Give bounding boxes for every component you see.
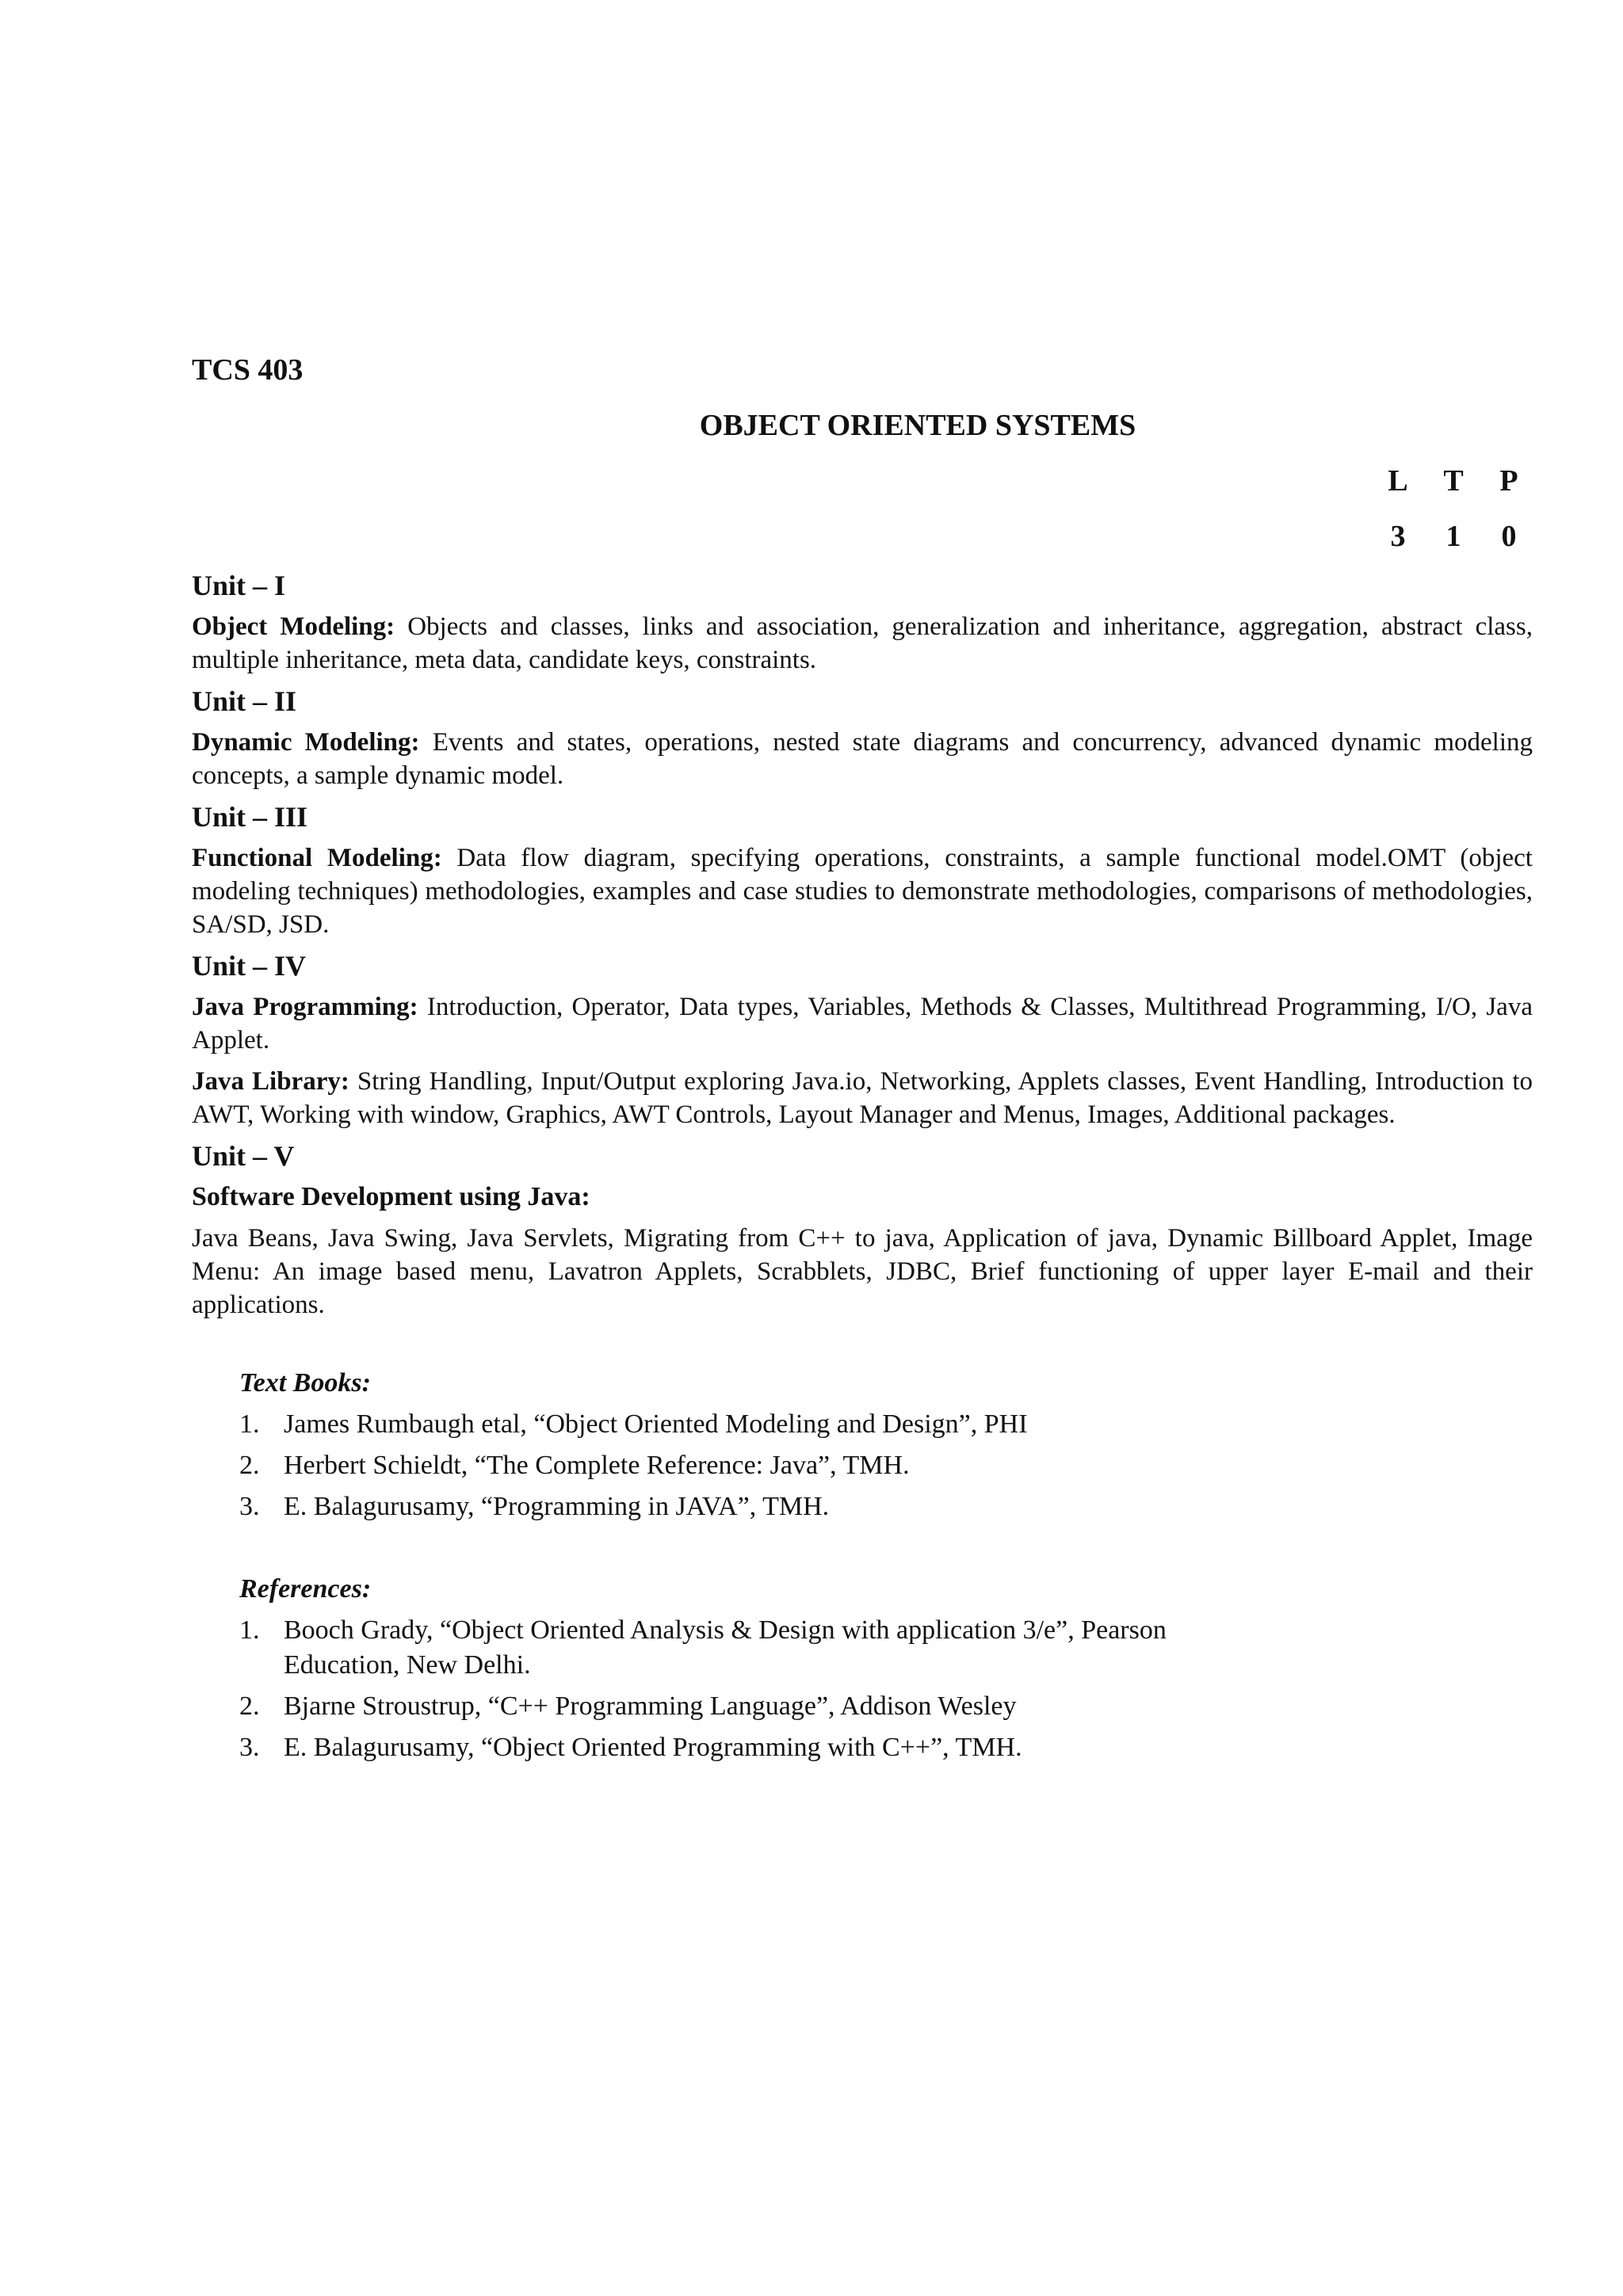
- topic-text: Objects and classes, links and association, generalization and inheritance, aggregation, abstract class, multiple inheritance, meta data, candidate keys, constraints.: [192, 612, 1533, 674]
- list-item: [239, 1689, 1533, 1724]
- unit-5-heading: Unit – V: [192, 1140, 295, 1172]
- list-item: [239, 1448, 1533, 1483]
- topic-text: Java Beans, Java Swing, Java Servlets, Migrating from C++ to java, Application of java, Dynamic Billboard Applet, Image Menu: An image based menu, Lavatron Applets, Scrabblets, JDBC, Brief functioning of upper layer E-mail and their applications.: [192, 1224, 1533, 1319]
- text-books-list: [239, 1407, 1533, 1524]
- units-section: [192, 569, 1533, 1322]
- unit-4-heading: Unit – IV: [192, 950, 307, 982]
- list-number: 1.: [239, 1409, 260, 1439]
- text-books-section: [192, 1366, 1533, 1524]
- list-number: 3.: [239, 1492, 260, 1521]
- list-item: [239, 1613, 1533, 1683]
- reference-citation: Booch Grady, “Object Oriented Analysis & Design with application 3/e”, Pearson Education, New Delhi.: [284, 1615, 1167, 1680]
- ltp-values-row: [1374, 518, 1533, 555]
- ltp-value-p: 0: [1501, 520, 1517, 553]
- ltp-label-p: P: [1499, 464, 1518, 498]
- unit-1-heading: Unit – I: [192, 570, 286, 601]
- ltp-labels-row: [1374, 463, 1533, 499]
- topic-text: String Handling, Input/Output exploring Java.io, Networking, Applets classes, Event Handling, Introduction to AWT, Working with window, Graphics, AWT Controls, Layout Manager and Menus, Images, Additional packages.: [192, 1067, 1533, 1129]
- topic-text: Data flow diagram, specifying operations, constraints, a sample functional model.OMT (object modeling techniques) methodologies, examples and case studies to demonstrate methodologies, comparisons of methodologies, SA/SD, JSD.: [192, 844, 1533, 939]
- unit-4-paragraph-1: [192, 990, 1533, 1057]
- references-list: [239, 1613, 1533, 1765]
- list-item: [239, 1489, 1533, 1524]
- book-citation: Herbert Schieldt, “The Complete Reference: Java”, TMH.: [284, 1451, 910, 1480]
- unit-3-paragraph: [192, 841, 1533, 941]
- unit-1-paragraph: [192, 610, 1533, 677]
- unit-2-paragraph: [192, 726, 1533, 792]
- page-content: [192, 352, 1533, 1772]
- ltp-label-l: L: [1388, 464, 1408, 498]
- list-number: 2.: [239, 1451, 260, 1480]
- unit-2-heading: Unit – II: [192, 685, 297, 717]
- book-citation: James Rumbaugh etal, “Object Oriented Modeling and Design”, PHI: [284, 1409, 1028, 1439]
- list-number: 3.: [239, 1733, 260, 1762]
- reference-citation: Bjarne Stroustrup, “C++ Programming Language”, Addison Wesley: [284, 1691, 1017, 1721]
- unit-3-heading: Unit – III: [192, 801, 308, 833]
- reference-citation: E. Balagurusamy, “Object Oriented Programming with C++”, TMH.: [284, 1733, 1022, 1762]
- course-code: TCS 403: [192, 353, 304, 387]
- list-number: 1.: [239, 1615, 260, 1645]
- topic-title: Java Library:: [192, 1067, 349, 1096]
- book-citation: E. Balagurusamy, “Programming in JAVA”, TMH.: [284, 1492, 830, 1521]
- ltp-table: [1374, 463, 1533, 574]
- topic-text: Events and states, operations, nested state diagrams and concurrency, advanced dynamic modeling concepts, a sample dynamic model.: [192, 728, 1533, 790]
- topic-title: Dynamic Modeling:: [192, 728, 420, 757]
- ltp-label-t: T: [1443, 464, 1464, 498]
- references-heading: References:: [239, 1574, 372, 1604]
- topic-title: Functional Modeling:: [192, 844, 442, 872]
- ltp-value-t: 1: [1445, 520, 1461, 553]
- topic-title: Java Programming:: [192, 993, 418, 1021]
- list-item: [239, 1730, 1533, 1765]
- list-item: [239, 1407, 1533, 1442]
- references-section: [192, 1572, 1533, 1765]
- topic-text: Introduction, Operator, Data types, Variables, Methods & Classes, Multithread Programming, I/O, Java Applet.: [192, 993, 1533, 1055]
- unit-4-paragraph-2: [192, 1065, 1533, 1131]
- topic-title: Object Modeling:: [192, 612, 395, 641]
- course-title: OBJECT ORIENTED SYSTEMS: [699, 409, 1136, 442]
- unit-5-paragraph: [192, 1222, 1533, 1322]
- text-books-heading: Text Books:: [239, 1368, 371, 1398]
- list-number: 2.: [239, 1691, 260, 1721]
- ltp-value-l: 3: [1390, 520, 1406, 553]
- unit-5-subheading: Software Development using Java:: [192, 1182, 590, 1211]
